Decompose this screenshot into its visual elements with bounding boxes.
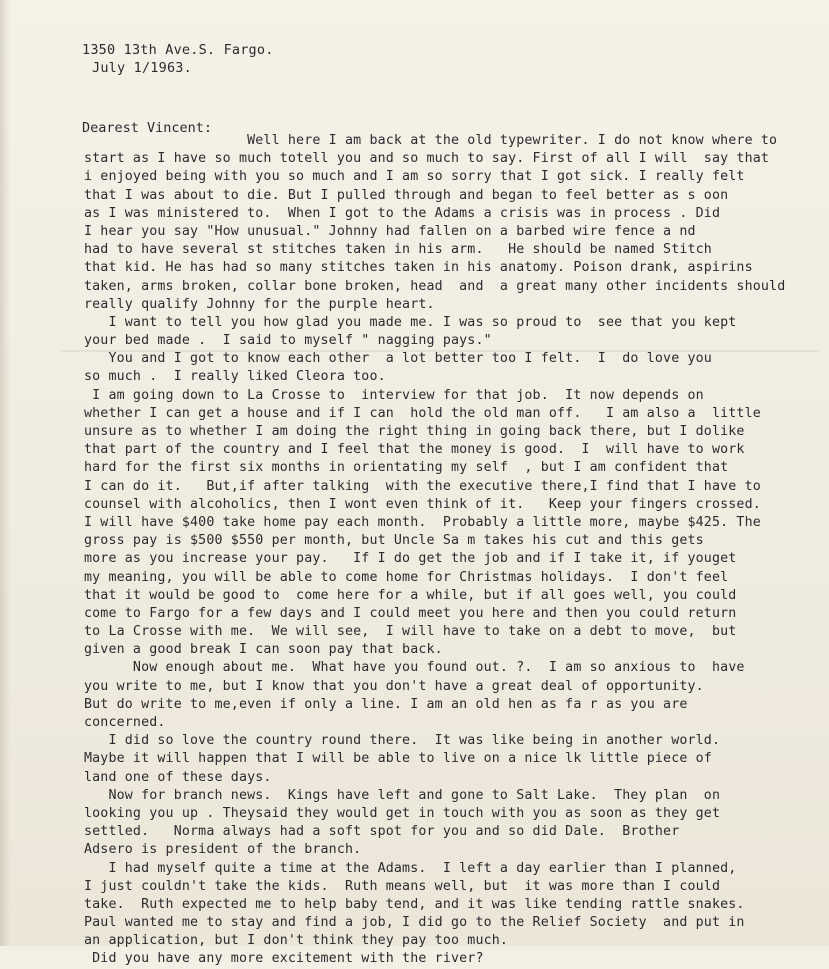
body-line: land one of these days. bbox=[84, 769, 272, 785]
body-line: as I was ministered to. When I got to the Adams a crisis was in process . Did bbox=[84, 205, 721, 221]
sender-address: 1350 13th Ave.S. Fargo. bbox=[82, 42, 274, 58]
body-line: I can do it. But,if after talking with the executive there,I find that I have to bbox=[84, 478, 761, 494]
body-line: had to have several st stitches taken in his arm. He should be named Stitch bbox=[84, 242, 712, 258]
body-line: I did so love the country round there. It was like being in another world. bbox=[84, 733, 721, 749]
body-line: you write to me, but I know that you don't have a great deal of opportunity. bbox=[84, 678, 704, 694]
body-line: Paul wanted me to stay and find a job, I did go to the Relief Society and put in bbox=[84, 915, 745, 931]
body-line: really qualify Johnny for the purple heart. bbox=[84, 296, 435, 312]
body-line: I will have $400 take home pay each month. Probably a little more, maybe $425. The bbox=[84, 514, 761, 530]
body-line: I am going down to La Crosse to interview for that job. It now depends on bbox=[84, 387, 704, 403]
body-line: unsure as to whether I am doing the right thing in going back there, but I dolike bbox=[84, 424, 745, 439]
body-line: I hear you say "How unusual." Johnny had fallen on a barbed wire fence a nd bbox=[84, 223, 696, 239]
body-line: I want to tell you how glad you made me. I was so proud to see that you kept bbox=[84, 314, 737, 330]
body-line: more as you increase your pay. If I do get the job and if I take it, if youget bbox=[84, 551, 737, 567]
body-line: I had myself quite a time at the Adams. I left a day earlier than I planned, bbox=[84, 860, 737, 876]
page-edge-shadow bbox=[0, 0, 10, 946]
body-line: Now for branch news. Kings have left and gone to Salt Lake. They plan on bbox=[84, 787, 721, 803]
letter-date: July 1/1963. bbox=[92, 60, 192, 76]
body-line: I just couldn't take the kids. Ruth means well, but it was more than I could bbox=[84, 878, 721, 894]
body-line: i enjoyed being with you so much and I am so sorry that I got sick. I really felt bbox=[84, 169, 745, 185]
body-line: so much . I really liked Cleora too. bbox=[84, 369, 386, 385]
body-line: start as I have so much totell you and so much to say. First of all I will say that bbox=[84, 151, 770, 167]
body-line: my meaning, you will be able to come home for Christmas holidays. I don't feel bbox=[84, 569, 729, 585]
body-line: that part of the country and I feel that the money is good. I will have to work bbox=[84, 442, 745, 458]
body-line: that it would be good to come here for a while, but if all goes well, you could bbox=[84, 587, 737, 603]
body-line: given a good break I can soon pay that back. bbox=[84, 642, 443, 658]
body-line: taken, arms broken, collar bone broken, head and a great many other incidents should bbox=[84, 278, 786, 294]
body-line: Adsero is president of the branch. bbox=[84, 842, 362, 858]
body-line: looking you up . Theysaid they would get in touch with you as soon as they get bbox=[84, 805, 721, 821]
body-line: Well here I am back at the old typewriter. I do not know where to bbox=[84, 133, 778, 148]
body-line: whether I can get a house and if I can hold the old man off. I am also a little bbox=[84, 405, 761, 421]
body-line: Maybe it will happen that I will be able to live on a nice lk little piece of bbox=[84, 751, 712, 767]
salutation: Dearest Vincent: bbox=[82, 120, 213, 136]
body-line: come to Fargo for a few days and I could meet you here and then you could return bbox=[84, 605, 737, 621]
body-line: counsel with alcoholics, then I wont even think of it. Keep your fingers crossed. bbox=[84, 496, 761, 512]
body-line: concerned. bbox=[84, 715, 166, 730]
body-line: that kid. He has had so many stitches taken in his anatomy. Poison drank, aspirins bbox=[84, 260, 753, 276]
body-line: your bed made . I said to myself " nagging pays." bbox=[84, 333, 492, 349]
body-line: hard for the first six months in orientating my self , but I am confident that bbox=[84, 460, 729, 476]
body-line: Did you have any more excitement with the river? bbox=[84, 951, 484, 967]
body-line: settled. Norma always had a soft spot for you and so did Dale. Brother bbox=[84, 824, 680, 840]
letter-body bbox=[84, 132, 829, 969]
body-line: an application, but I don't think they pay too much. bbox=[84, 933, 509, 949]
body-line: take. Ruth expected me to help baby tend, and it was like tending rattle snakes. bbox=[84, 896, 745, 912]
body-line: Now enough about me. What have you found out. ?. I am so anxious to have bbox=[84, 660, 745, 676]
body-line: But do write to me,even if only a line. I am an old hen as fa r as you are bbox=[84, 696, 688, 712]
letter-header bbox=[82, 38, 274, 80]
body-line: You and I got to know each other a lot better too I felt. I do love you bbox=[84, 351, 712, 367]
body-line: gross pay is $500 $550 per month, but Uncle Sa m takes his cut and this gets bbox=[84, 533, 704, 549]
body-line: to La Crosse with me. We will see, I will have to take on a debt to move, but bbox=[84, 624, 737, 640]
body-line: that I was about to die. But I pulled through and began to feel better as s oon bbox=[84, 187, 729, 203]
